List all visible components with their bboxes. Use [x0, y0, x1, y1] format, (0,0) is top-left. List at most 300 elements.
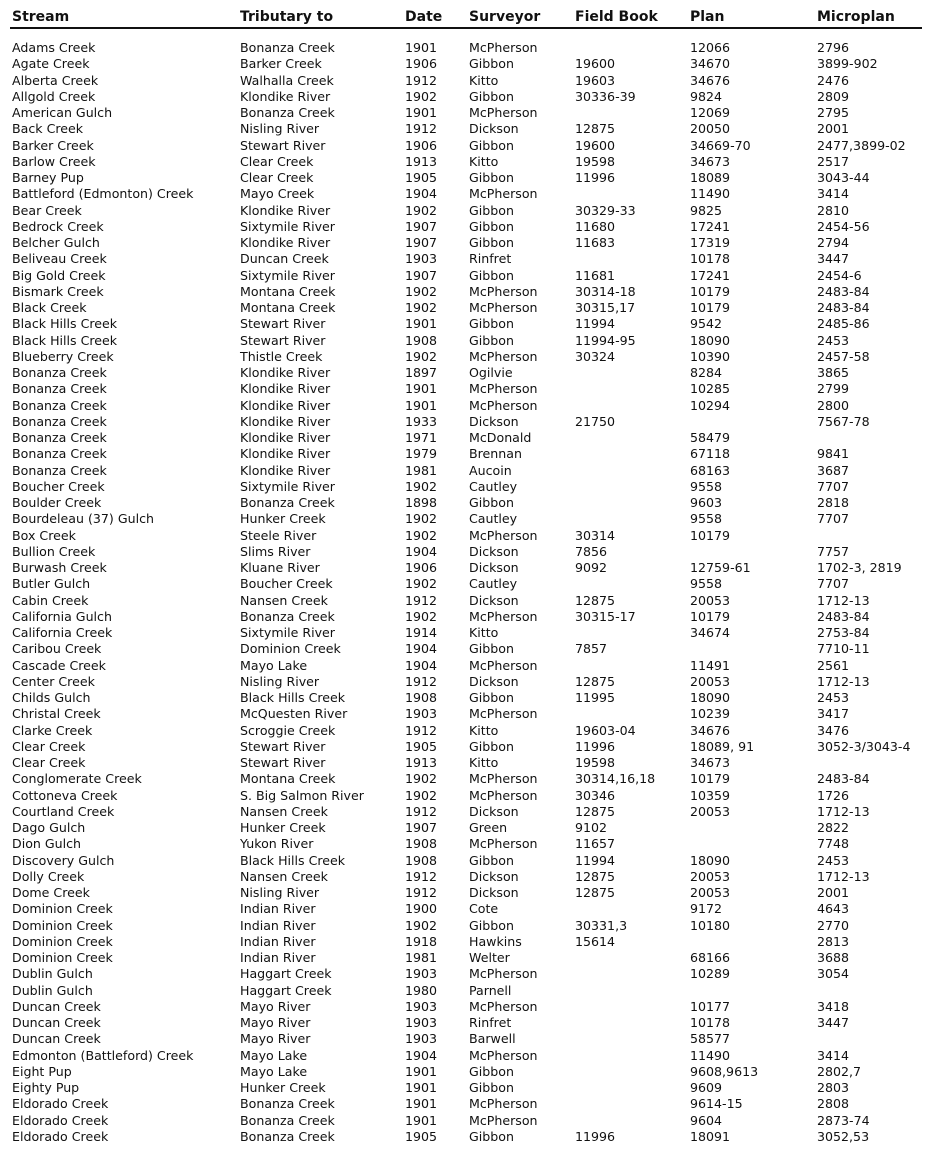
tributary-cell: Mayo Creek: [240, 186, 315, 202]
surveyor-cell: Dickson: [469, 673, 519, 689]
table-row: [0, 349, 930, 365]
table-row: [0, 89, 930, 105]
surveyor-cell: Gibbon: [469, 170, 514, 185]
stream-cell: Dion Gulch: [12, 836, 82, 852]
microplan-cell: 2822: [817, 820, 850, 835]
stream-cell: Dominion Creek: [12, 933, 113, 949]
date-cell: 1933: [405, 413, 438, 429]
field-book-cell: 11657: [575, 836, 616, 852]
plan-cell: 10179: [690, 527, 731, 543]
table-row: [0, 284, 930, 300]
plan-cell: 10390: [690, 348, 731, 364]
tributary-cell: Bonanza Creek: [240, 608, 335, 624]
header-date: Date: [405, 9, 443, 25]
surveyor-cell: Dickson: [469, 803, 519, 819]
surveyor-cell: Cautley: [469, 478, 518, 494]
date-cell: 1904: [405, 1047, 438, 1063]
table-row: [0, 771, 930, 787]
tributary-cell: Bonanza Creek: [240, 105, 335, 120]
tributary-cell: Bonanza Creek: [240, 495, 335, 510]
plan-cell: 10178: [690, 251, 731, 267]
surveyor-cell: Gibbon: [469, 267, 514, 283]
surveyor-cell: McPherson: [469, 105, 538, 120]
field-book-cell: 30324: [575, 348, 616, 364]
surveyor-cell: McPherson: [469, 608, 538, 624]
table-row: [0, 641, 930, 657]
plan-cell: 10178: [690, 1015, 731, 1030]
table-row: [0, 463, 930, 479]
microplan-cell: 3447: [817, 251, 850, 267]
microplan-cell: 2453: [817, 852, 850, 868]
surveyor-cell: McPherson: [469, 381, 538, 397]
stream-cell: Back Creek: [12, 121, 84, 137]
surveyor-cell: McPherson: [469, 283, 538, 299]
microplan-cell: 1712-13: [817, 673, 870, 689]
plan-cell: 9603: [690, 495, 723, 510]
field-book-cell: 12875: [575, 868, 616, 884]
microplan-cell: 2457-58: [817, 348, 870, 364]
stream-cell: Dome Creek: [12, 885, 90, 900]
header-field-book: Field Book: [575, 9, 658, 25]
table-row: [0, 479, 930, 495]
tributary-cell: Nansen Creek: [240, 803, 328, 819]
plan-cell: 12759-61: [690, 560, 751, 575]
stream-cell: Allgold Creek: [12, 88, 96, 104]
plan-cell: 10289: [690, 966, 731, 982]
date-cell: 1902: [405, 576, 438, 592]
table-row: [0, 105, 930, 121]
tributary-cell: Klondike River: [240, 235, 331, 250]
date-cell: 1912: [405, 803, 438, 819]
table-row: [0, 674, 930, 690]
microplan-cell: 2483-84: [817, 300, 870, 315]
surveyor-cell: Dickson: [469, 868, 519, 884]
field-book-cell: 19600: [575, 137, 616, 153]
surveyor-cell: McPherson: [469, 998, 538, 1014]
table-row: [0, 1048, 930, 1064]
surveyor-cell: Gibbon: [469, 1128, 514, 1144]
tributary-cell: Klondike River: [240, 88, 331, 104]
table-row: [0, 966, 930, 982]
stream-cell: Dublin Gulch: [12, 982, 93, 998]
plan-cell: 17241: [690, 267, 731, 283]
stream-cell: Clarke Creek: [12, 722, 93, 738]
plan-cell: 9558: [690, 576, 723, 592]
stream-cell: Bonanza Creek: [12, 462, 107, 478]
stream-cell: Dominion Creek: [12, 950, 113, 965]
tributary-cell: Montana Creek: [240, 283, 336, 299]
stream-cell: Black Creek: [12, 300, 87, 315]
plan-cell: 9609: [690, 1080, 723, 1095]
microplan-cell: 3687: [817, 462, 850, 478]
table-row: [0, 430, 930, 446]
field-book-cell: 11683: [575, 235, 616, 250]
microplan-cell: 3052-3/3043-4: [817, 738, 911, 754]
field-book-cell: 11996: [575, 738, 616, 754]
tributary-cell: Klondike River: [240, 365, 331, 380]
plan-cell: 9172: [690, 901, 723, 917]
header-rule: [10, 27, 922, 29]
date-cell: 1902: [405, 511, 438, 527]
stream-cell: Cascade Creek: [12, 657, 106, 673]
microplan-cell: 7707: [817, 478, 850, 494]
field-book-cell: 19598: [575, 153, 616, 169]
table-row: [0, 560, 930, 576]
stream-cell: Cottoneva Creek: [12, 787, 118, 803]
table-row: [0, 381, 930, 397]
field-book-cell: 12875: [575, 592, 616, 608]
stream-cell: Bonanza Creek: [12, 430, 107, 445]
plan-cell: 34676: [690, 72, 731, 88]
plan-cell: 67118: [690, 446, 731, 462]
surveyor-cell: Kitto: [469, 625, 499, 640]
surveyor-cell: McPherson: [469, 397, 538, 413]
surveyor-cell: McPherson: [469, 966, 538, 982]
plan-cell: 9558: [690, 511, 723, 527]
plan-cell: 18090: [690, 852, 731, 868]
plan-cell: 9608,9613: [690, 1063, 759, 1079]
date-cell: 1913: [405, 755, 438, 770]
tributary-cell: Mayo River: [240, 998, 311, 1014]
table-row: [0, 934, 930, 950]
field-book-cell: 12875: [575, 121, 616, 137]
plan-cell: 9558: [690, 478, 723, 494]
tributary-cell: Nansen Creek: [240, 592, 328, 608]
plan-cell: 20050: [690, 121, 731, 137]
table-row: [0, 235, 930, 251]
surveyor-cell: McPherson: [469, 657, 538, 673]
table-row: [0, 999, 930, 1015]
surveyor-cell: McDonald: [469, 430, 532, 445]
tributary-cell: Duncan Creek: [240, 251, 329, 267]
microplan-cell: 7567-78: [817, 413, 870, 429]
tributary-cell: Mayo Lake: [240, 657, 308, 673]
stream-cell: Clear Creek: [12, 755, 86, 770]
surveyor-cell: McPherson: [469, 300, 538, 315]
stream-cell: Duncan Creek: [12, 1031, 101, 1047]
microplan-cell: 1712-13: [817, 803, 870, 819]
microplan-cell: 2483-84: [817, 283, 870, 299]
microplan-cell: 2453: [817, 332, 850, 348]
surveyor-cell: Rinfret: [469, 1015, 512, 1030]
date-cell: 1908: [405, 836, 438, 852]
field-book-cell: 30346: [575, 787, 616, 803]
microplan-cell: 3414: [817, 186, 850, 202]
microplan-cell: 2453: [817, 690, 850, 705]
date-cell: 1902: [405, 787, 438, 803]
plan-cell: 20053: [690, 885, 731, 900]
microplan-cell: 2810: [817, 202, 850, 218]
tributary-cell: Walhalla Creek: [240, 72, 334, 88]
plan-cell: 12069: [690, 105, 731, 120]
stream-cell: Cabin Creek: [12, 592, 89, 608]
plan-cell: 68166: [690, 950, 731, 965]
microplan-cell: 3043-44: [817, 170, 870, 185]
field-book-cell: 19600: [575, 56, 616, 72]
surveyor-cell: Gibbon: [469, 137, 514, 153]
table-row: [0, 1015, 930, 1031]
table-row: [0, 1080, 930, 1096]
microplan-cell: 2818: [817, 495, 850, 510]
plan-cell: 34674: [690, 625, 731, 640]
date-cell: 1903: [405, 251, 438, 267]
surveyor-cell: Dickson: [469, 885, 519, 900]
date-cell: 1908: [405, 332, 438, 348]
tributary-cell: Bonanza Creek: [240, 40, 335, 55]
stream-cell: Alberta Creek: [12, 72, 99, 88]
microplan-cell: 1712-13: [817, 868, 870, 884]
stream-cell: Box Creek: [12, 527, 76, 543]
table-row: [0, 203, 930, 219]
date-cell: 1908: [405, 690, 438, 705]
tributary-cell: Nisling River: [240, 885, 320, 900]
stream-cell: Courtland Creek: [12, 803, 115, 819]
stream-cell: Bullion Creek: [12, 543, 96, 559]
date-cell: 1904: [405, 641, 438, 657]
microplan-cell: 3417: [817, 706, 850, 722]
plan-cell: 20053: [690, 868, 731, 884]
microplan-cell: 2477,3899-02: [817, 137, 906, 153]
table-row: [0, 918, 930, 934]
stream-cell: Butler Gulch: [12, 576, 91, 592]
surveyor-cell: Barwell: [469, 1031, 516, 1047]
surveyor-cell: Cautley: [469, 511, 518, 527]
date-cell: 1907: [405, 267, 438, 283]
surveyor-cell: Kitto: [469, 72, 499, 88]
field-book-cell: 19603: [575, 72, 616, 88]
date-cell: 1901: [405, 1096, 438, 1112]
surveyor-cell: Dickson: [469, 413, 519, 429]
surveyor-cell: Green: [469, 820, 508, 835]
plan-cell: 11491: [690, 657, 731, 673]
plan-cell: 12066: [690, 40, 731, 55]
table-row: [0, 1113, 930, 1129]
table-row: [0, 836, 930, 852]
surveyor-cell: Gibbon: [469, 218, 514, 234]
date-cell: 1907: [405, 820, 438, 835]
stream-cell: Agate Creek: [12, 56, 90, 72]
table-row: [0, 56, 930, 72]
stream-cell: Eight Pup: [12, 1063, 72, 1079]
field-book-cell: 30315,17: [575, 300, 636, 315]
plan-cell: 18091: [690, 1128, 731, 1144]
tributary-cell: Bonanza Creek: [240, 1128, 335, 1144]
stream-cell: Bonanza Creek: [12, 381, 107, 397]
surveyor-cell: Gibbon: [469, 88, 514, 104]
microplan-cell: 3476: [817, 722, 850, 738]
plan-cell: 68163: [690, 462, 731, 478]
stream-cell: Christal Creek: [12, 706, 101, 722]
surveyor-cell: Ogilvie: [469, 365, 513, 380]
stream-cell: Dublin Gulch: [12, 966, 93, 982]
date-cell: 1906: [405, 560, 438, 575]
surveyor-cell: Gibbon: [469, 235, 514, 250]
table-row: [0, 154, 930, 170]
stream-cell: Dago Gulch: [12, 820, 86, 835]
microplan-cell: 2803: [817, 1080, 850, 1095]
microplan-cell: 9841: [817, 446, 850, 462]
field-book-cell: 19603-04: [575, 722, 636, 738]
tributary-cell: Stewart River: [240, 316, 326, 332]
surveyor-cell: Gibbon: [469, 316, 514, 332]
tributary-cell: Dominion Creek: [240, 641, 341, 657]
microplan-cell: 2483-84: [817, 771, 870, 787]
surveyor-cell: McPherson: [469, 40, 538, 55]
stream-cell: Battleford (Edmonton) Creek: [12, 186, 194, 202]
date-cell: 1981: [405, 950, 438, 965]
plan-cell: 34669-70: [690, 137, 751, 153]
tributary-cell: Klondike River: [240, 462, 331, 478]
header-plan: Plan: [690, 9, 725, 25]
table-row: [0, 609, 930, 625]
date-cell: 1901: [405, 316, 438, 332]
surveyor-cell: McPherson: [469, 836, 538, 852]
table-row: [0, 446, 930, 462]
surveyor-cell: McPherson: [469, 1112, 538, 1128]
field-book-cell: 11994-95: [575, 332, 636, 348]
stream-cell: Childs Gulch: [12, 690, 91, 705]
tributary-cell: Thistle Creek: [240, 348, 323, 364]
plan-cell: 58479: [690, 430, 731, 445]
plan-cell: 10179: [690, 300, 731, 315]
plan-cell: 58577: [690, 1031, 731, 1047]
surveyor-cell: Hawkins: [469, 933, 522, 949]
date-cell: 1912: [405, 868, 438, 884]
microplan-cell: 3418: [817, 998, 850, 1014]
date-cell: 1904: [405, 657, 438, 673]
stream-cell: Blueberry Creek: [12, 348, 114, 364]
stream-cell: Edmonton (Battleford) Creek: [12, 1047, 194, 1063]
microplan-cell: 2794: [817, 235, 850, 250]
microplan-cell: 2795: [817, 105, 850, 120]
tributary-cell: Hunker Creek: [240, 820, 326, 835]
surveyor-cell: Cautley: [469, 576, 518, 592]
plan-cell: 18089, 91: [690, 738, 755, 754]
tributary-cell: Indian River: [240, 933, 316, 949]
surveyor-cell: Gibbon: [469, 917, 514, 933]
stream-cell: Belcher Gulch: [12, 235, 100, 250]
tributary-cell: Stewart River: [240, 755, 326, 770]
microplan-cell: 1712-13: [817, 592, 870, 608]
date-cell: 1905: [405, 170, 438, 185]
microplan-cell: 2770: [817, 917, 850, 933]
microplan-cell: 2485-86: [817, 316, 870, 332]
table-row: [0, 706, 930, 722]
table-row: [0, 333, 930, 349]
tributary-cell: Indian River: [240, 917, 316, 933]
surveyor-cell: Gibbon: [469, 1063, 514, 1079]
microplan-cell: 3865: [817, 365, 850, 380]
table-row: [0, 268, 930, 284]
stream-cell: Black Hills Creek: [12, 332, 118, 348]
tributary-cell: Sixtymile River: [240, 267, 335, 283]
tributary-cell: Sixtymile River: [240, 625, 335, 640]
microplan-cell: 2483-84: [817, 608, 870, 624]
date-cell: 1901: [405, 381, 438, 397]
surveyor-cell: Parnell: [469, 982, 512, 998]
table-row: [0, 1064, 930, 1080]
plan-cell: 10180: [690, 917, 731, 933]
stream-cell: Dominion Creek: [12, 917, 113, 933]
tributary-cell: Boucher Creek: [240, 576, 333, 592]
date-cell: 1902: [405, 527, 438, 543]
field-book-cell: 11681: [575, 267, 616, 283]
plan-cell: 34673: [690, 755, 731, 770]
field-book-cell: 30331,3: [575, 917, 628, 933]
plan-cell: 18089: [690, 170, 731, 185]
plan-cell: 20053: [690, 803, 731, 819]
tributary-cell: Yukon River: [240, 836, 314, 852]
stream-cell: Bonanza Creek: [12, 365, 107, 380]
stream-cell: Discovery Gulch: [12, 852, 115, 868]
tributary-cell: Mayo River: [240, 1015, 311, 1030]
table-row: [0, 690, 930, 706]
table-row: [0, 658, 930, 674]
table-row: [0, 73, 930, 89]
tributary-cell: Klondike River: [240, 446, 331, 462]
stream-cell: American Gulch: [12, 105, 113, 120]
microplan-cell: 7757: [817, 543, 850, 559]
tributary-cell: Bonanza Creek: [240, 1096, 335, 1112]
tributary-cell: Stewart River: [240, 137, 326, 153]
table-row: [0, 1129, 930, 1145]
date-cell: 1980: [405, 982, 438, 998]
table-row: [0, 495, 930, 511]
date-cell: 1971: [405, 430, 438, 445]
surveyor-cell: Kitto: [469, 755, 499, 770]
table-row: [0, 170, 930, 186]
date-cell: 1903: [405, 966, 438, 982]
surveyor-cell: Dickson: [469, 592, 519, 608]
date-cell: 1902: [405, 608, 438, 624]
microplan-cell: 2476: [817, 72, 850, 88]
stream-cell: Bedrock Creek: [12, 218, 104, 234]
stream-cell: Conglomerate Creek: [12, 771, 142, 787]
date-cell: 1901: [405, 1063, 438, 1079]
microplan-cell: 2454-6: [817, 267, 862, 283]
plan-cell: 34670: [690, 56, 731, 72]
plan-cell: 11490: [690, 1047, 731, 1063]
field-book-cell: 11680: [575, 218, 616, 234]
date-cell: 1903: [405, 998, 438, 1014]
table-row: [0, 1096, 930, 1112]
tributary-cell: Mayo Lake: [240, 1063, 308, 1079]
microplan-cell: 2808: [817, 1096, 850, 1112]
tributary-cell: Stewart River: [240, 738, 326, 754]
table-row: [0, 138, 930, 154]
table-row: [0, 398, 930, 414]
tributary-cell: McQuesten River: [240, 706, 348, 722]
header-stream: Stream: [12, 9, 70, 25]
date-cell: 1912: [405, 72, 438, 88]
date-cell: 1902: [405, 771, 438, 787]
microplan-cell: 2753-84: [817, 625, 870, 640]
table-row: [0, 901, 930, 917]
microplan-cell: 4643: [817, 901, 850, 917]
plan-cell: 8284: [690, 365, 723, 380]
table-row: [0, 723, 930, 739]
date-cell: 1903: [405, 706, 438, 722]
stream-cell: Bonanza Creek: [12, 446, 107, 462]
tributary-cell: Clear Creek: [240, 153, 314, 169]
stream-cell: Clear Creek: [12, 738, 86, 754]
date-cell: 1905: [405, 1128, 438, 1144]
date-cell: 1897: [405, 365, 438, 380]
stream-cell: Black Hills Creek: [12, 316, 118, 332]
tributary-cell: Klondike River: [240, 413, 331, 429]
tributary-cell: Hunker Creek: [240, 511, 326, 527]
table-row: [0, 820, 930, 836]
